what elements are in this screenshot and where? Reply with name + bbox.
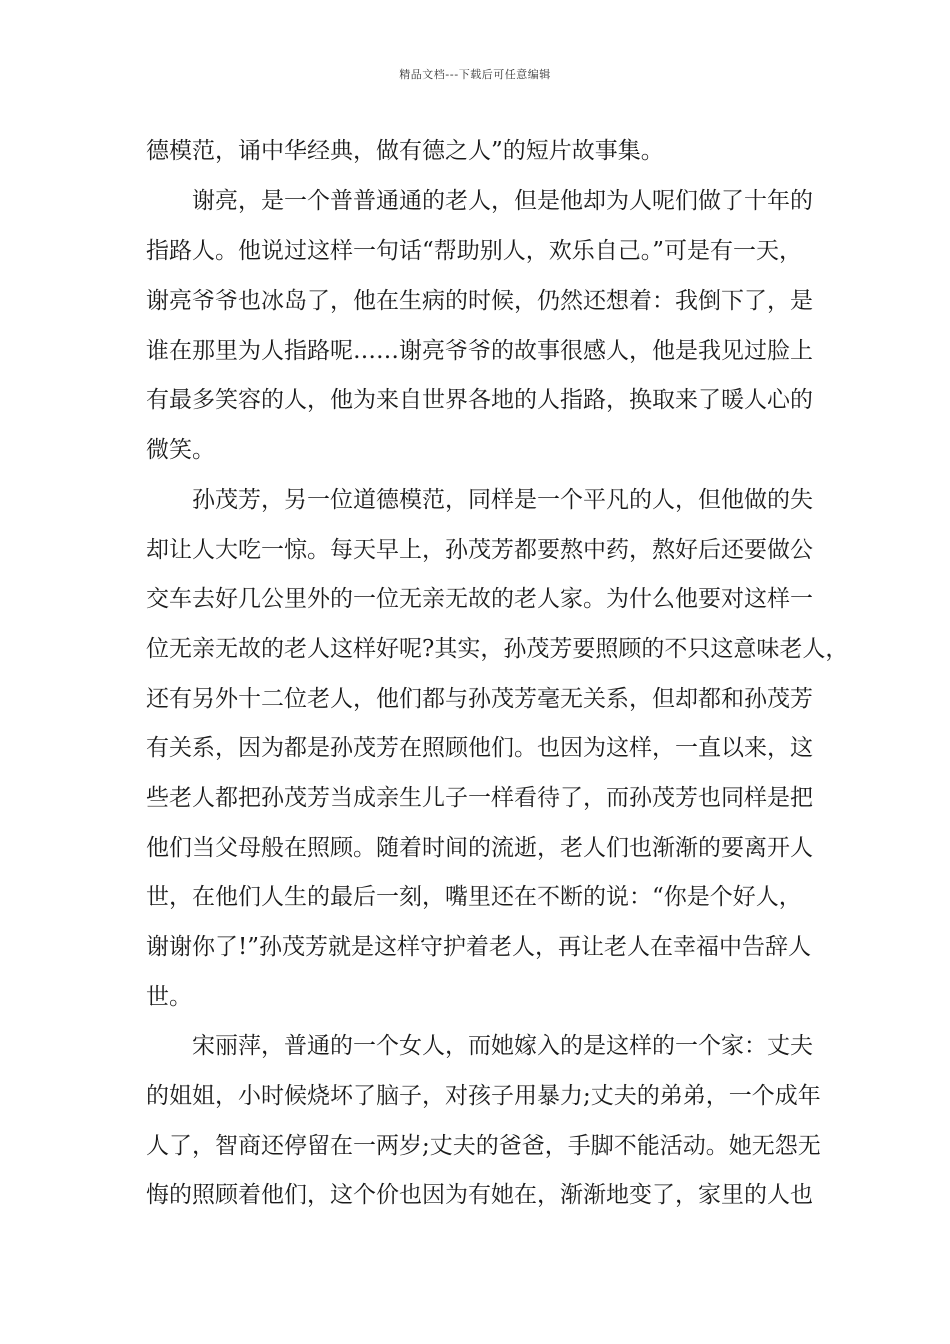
text-line: 悔的照顾着他们，这个价也因为有她在，渐渐地变了，家里的人也 — [146, 1182, 813, 1208]
text-line: 些老人都把孙茂芳当成亲生儿子一样看待了，而孙茂芳也同样是把 — [146, 785, 813, 811]
text-line: 却让人大吃一惊。每天早上，孙茂芳都要熬中药，熬好后还要做公 — [146, 537, 813, 563]
text-line: 交车去好几公里外的一位无亲无故的老人家。为什么他要对这样一 — [146, 586, 813, 612]
text-line: 位无亲无故的老人这样好呢?其实，孙茂芳要照顾的不只这意味老人， — [146, 636, 849, 662]
text-line: 谁在那里为人指路呢……谢亮爷爷的故事很感人，他是我见过脸上 — [146, 338, 813, 364]
text-line: 微笑。 — [146, 437, 215, 463]
page-header: 精品文档---下载后可任意编辑 — [399, 68, 551, 81]
text-line: 宋丽萍，普通的一个女人，而她嫁入的是这样的一个家：丈夫 — [146, 1033, 813, 1059]
text-line: 他们当父母般在照顾。随着时间的流逝，老人们也渐渐的要离开人 — [146, 835, 813, 861]
text-line: 有最多笑容的人，他为来自世界各地的人指路，换取来了暖人心的 — [146, 387, 813, 413]
text-line: 德模范，诵中华经典，做有德之人”的短片故事集。 — [146, 138, 664, 164]
text-line: 谢亮爷爷也冰岛了，他在生病的时候，仍然还想着：我倒下了，是 — [146, 288, 813, 314]
text-line: 世。 — [146, 984, 192, 1010]
text-line: 谢亮，是一个普普通通的老人，但是他却为人呢们做了十年的 — [146, 188, 813, 214]
text-line: 的姐姐，小时候烧坏了脑子，对孩子用暴力;丈夫的弟弟，一个成年 — [146, 1083, 821, 1109]
text-line: 还有另外十二位老人，他们都与孙茂芳毫无关系，但却都和孙茂芳 — [146, 686, 813, 712]
text-line: 世，在他们人生的最后一刻，嘴里还在不断的说：“你是个好人， — [146, 884, 802, 910]
text-line: 指路人。他说过这样一句话“帮助别人，欢乐自己。”可是有一天， — [146, 238, 803, 264]
text-line: 人了，智商还停留在一两岁;丈夫的爸爸，手脚不能活动。她无怨无 — [146, 1133, 821, 1159]
text-line: 有关系，因为都是孙茂芳在照顾他们。也因为这样，一直以来，这 — [146, 735, 813, 761]
text-line: 谢谢你了!”孙茂芳就是这样守护着老人，再让老人在幸福中告辞人 — [146, 934, 812, 960]
text-line: 孙茂芳，另一位道德模范，同样是一个平凡的人，但他做的失 — [146, 487, 813, 513]
